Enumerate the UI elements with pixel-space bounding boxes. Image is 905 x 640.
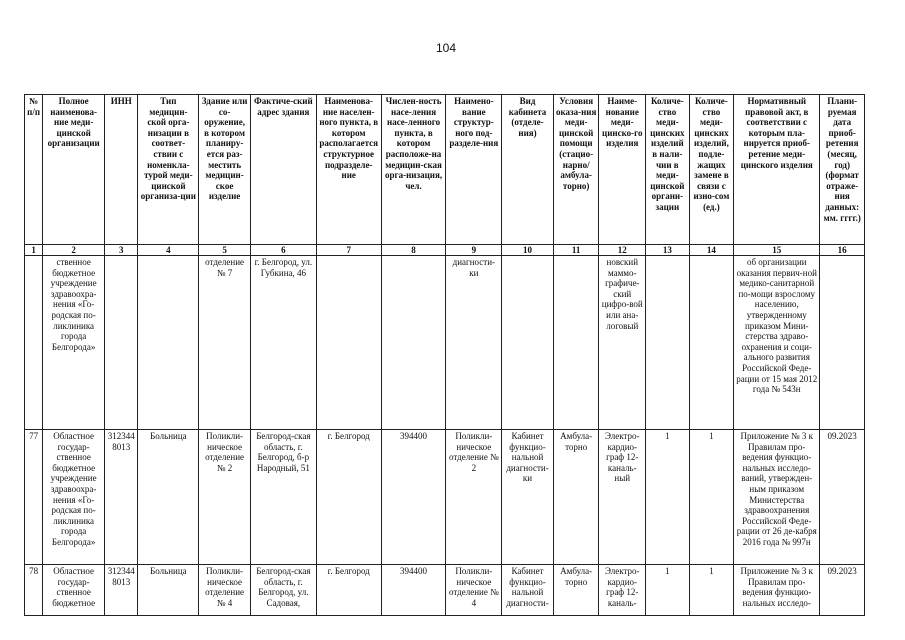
header-cell: Количе-ство меди-цинских изделий, подле-жащих замене в связи с изно-сом (ед.) — [689, 95, 734, 245]
header-cell: Наимено-вание структур-ного под-разделе-ния — [446, 95, 502, 245]
inn — [105, 256, 138, 430]
header-cell: Нормативный правовой акт, в соответствии с которым пла-нируется приоб-ретение меди-цинского изделия — [734, 95, 820, 245]
column-number: 15 — [734, 245, 820, 256]
subdivision: Поликли-ническое отделение № 2 — [446, 430, 502, 565]
row-number — [25, 256, 43, 430]
cabinet-type — [502, 256, 554, 430]
device-name: Электро-кардио-граф 12-каналь-ный — [599, 430, 646, 565]
column-number-row — [25, 245, 865, 256]
column-number: 1 — [25, 245, 43, 256]
cabinet-type: Кабинет функцио-нальной диагности- — [502, 565, 554, 616]
devices-available: 1 — [646, 565, 690, 616]
regulation: Приложение № 3 к Правилам про-ведения функцио-нальных исследо-ваний, утвержден-ным приказом Министерства здравоохранения Российской Феде-рации от 26 де-кабря 2016 года № 997н — [734, 430, 820, 565]
organization-name: Областное государ-ственное бюджетное — [43, 565, 105, 616]
building: Поликли-ническое отделение № 2 — [199, 430, 251, 565]
devices-available — [646, 256, 690, 430]
population: 394400 — [381, 430, 446, 565]
subdivision: диагности-ки — [446, 256, 502, 430]
table-row — [25, 430, 865, 565]
header-cell: Плани-руемая дата приоб-ретения (месяц, год) (формат отраже-ния данных: мм. гггг.) — [820, 95, 865, 245]
header-cell: Количе-ство меди-цинских изделий в нали-чии в меди-цинской органи-зации — [646, 95, 690, 245]
care-conditions: Амбула-торно — [553, 565, 599, 616]
address: Белгород-ская область, г. Белгород, ул. Садовая, — [250, 565, 316, 616]
settlement: г. Белгород — [316, 565, 381, 616]
row-number: 78 — [25, 565, 43, 616]
inn: 312344 8013 — [105, 430, 138, 565]
header-cell: Фактиче-ский адрес здания — [250, 95, 316, 245]
device-name: Электро-кардио-граф 12-каналь- — [599, 565, 646, 616]
header-cell: Здание или со-оружение, в котором планиру-ется раз-местить медицин-ское изделие — [199, 95, 251, 245]
devices-to-replace — [689, 256, 734, 430]
column-number: 8 — [381, 245, 446, 256]
header-cell: Наиме-нование меди-цинско-го изделия — [599, 95, 646, 245]
organization-name: Областное государ-ственное бюджетное учреждение здравоохра-нения «Го-родская по-ликлиника города Белгорода» — [43, 430, 105, 565]
header-row — [25, 95, 865, 245]
organization-name: ственное бюджетное учреждение здравоохра-нения «Го-родская по-ликлиника города Белгорода» — [43, 256, 105, 430]
header-cell: Наименова-ние населен-ного пункта, в котором располагается структурное подразделе-ние — [316, 95, 381, 245]
inn: 312344 8013 — [105, 565, 138, 616]
planned-date: 09.2023 — [820, 430, 865, 565]
header-cell: № п/п — [25, 95, 43, 245]
cabinet-type: Кабинет функцио-нальной диагности-ки — [502, 430, 554, 565]
column-number: 14 — [689, 245, 734, 256]
column-number: 3 — [105, 245, 138, 256]
header-cell: Тип медицин-ской орга-низации в соответ-ствии с номенкла-турой меди-цинской организа-ции — [138, 95, 199, 245]
care-conditions: Амбула-торно — [553, 430, 599, 565]
column-number: 5 — [199, 245, 251, 256]
column-number: 10 — [502, 245, 554, 256]
regulation: Приложение № 3 к Правилам про-ведения функцио-нальных исследо- — [734, 565, 820, 616]
organization-type: Больница — [138, 565, 199, 616]
care-conditions — [553, 256, 599, 430]
column-number: 12 — [599, 245, 646, 256]
column-number: 6 — [250, 245, 316, 256]
population: 394400 — [381, 565, 446, 616]
row-number: 77 — [25, 430, 43, 565]
subdivision: Поликли-ническое отделение № 4 — [446, 565, 502, 616]
building: Поликли-ническое отделение № 4 — [199, 565, 251, 616]
address: Белгород-ская область, г. Белгород, б-р Народный, 51 — [250, 430, 316, 565]
table-row — [25, 256, 865, 430]
page-number: 104 — [436, 41, 457, 55]
settlement: г. Белгород — [316, 430, 381, 565]
devices-to-replace: 1 — [689, 565, 734, 616]
column-number: 13 — [646, 245, 690, 256]
table-row — [25, 565, 865, 616]
organization-type — [138, 256, 199, 430]
planned-date: 09.2023 — [820, 565, 865, 616]
column-number: 4 — [138, 245, 199, 256]
population — [381, 256, 446, 430]
column-number: 16 — [820, 245, 865, 256]
planned-date — [820, 256, 865, 430]
regulation: об организации оказания первич-ной медико-санитарной по-мощи взрослому населению, утвержденному приказом Мини-стерства здраво-охранения и соци-ального развития Российской Феде-рации от 15 мая 2012 года № 543н — [734, 256, 820, 430]
column-number: 7 — [316, 245, 381, 256]
header-cell: Полное наименова-ние меди-цинской организации — [43, 95, 105, 245]
medical-equipment-table — [24, 94, 865, 616]
devices-available: 1 — [646, 430, 690, 565]
header-cell: Условия оказа-ния меди-цинской помощи (стацио-нарно/ амбула-торно) — [553, 95, 599, 245]
column-number: 11 — [553, 245, 599, 256]
column-number: 9 — [446, 245, 502, 256]
organization-type: Больница — [138, 430, 199, 565]
column-number: 2 — [43, 245, 105, 256]
building: отделение № 7 — [199, 256, 251, 430]
device-name: новский маммо-графиче-ский цифро-вой или ана-логовый — [599, 256, 646, 430]
header-cell: Вид кабинета (отделе-ния) — [502, 95, 554, 245]
devices-to-replace: 1 — [689, 430, 734, 565]
address: г. Белгород, ул. Губкина, 46 — [250, 256, 316, 430]
settlement — [316, 256, 381, 430]
header-cell: Числен-ность насе-ления насе-ленного пункта, в котором расположе-на медицин-ская орга-низация, чел. — [381, 95, 446, 245]
header-cell: ИНН — [105, 95, 138, 245]
